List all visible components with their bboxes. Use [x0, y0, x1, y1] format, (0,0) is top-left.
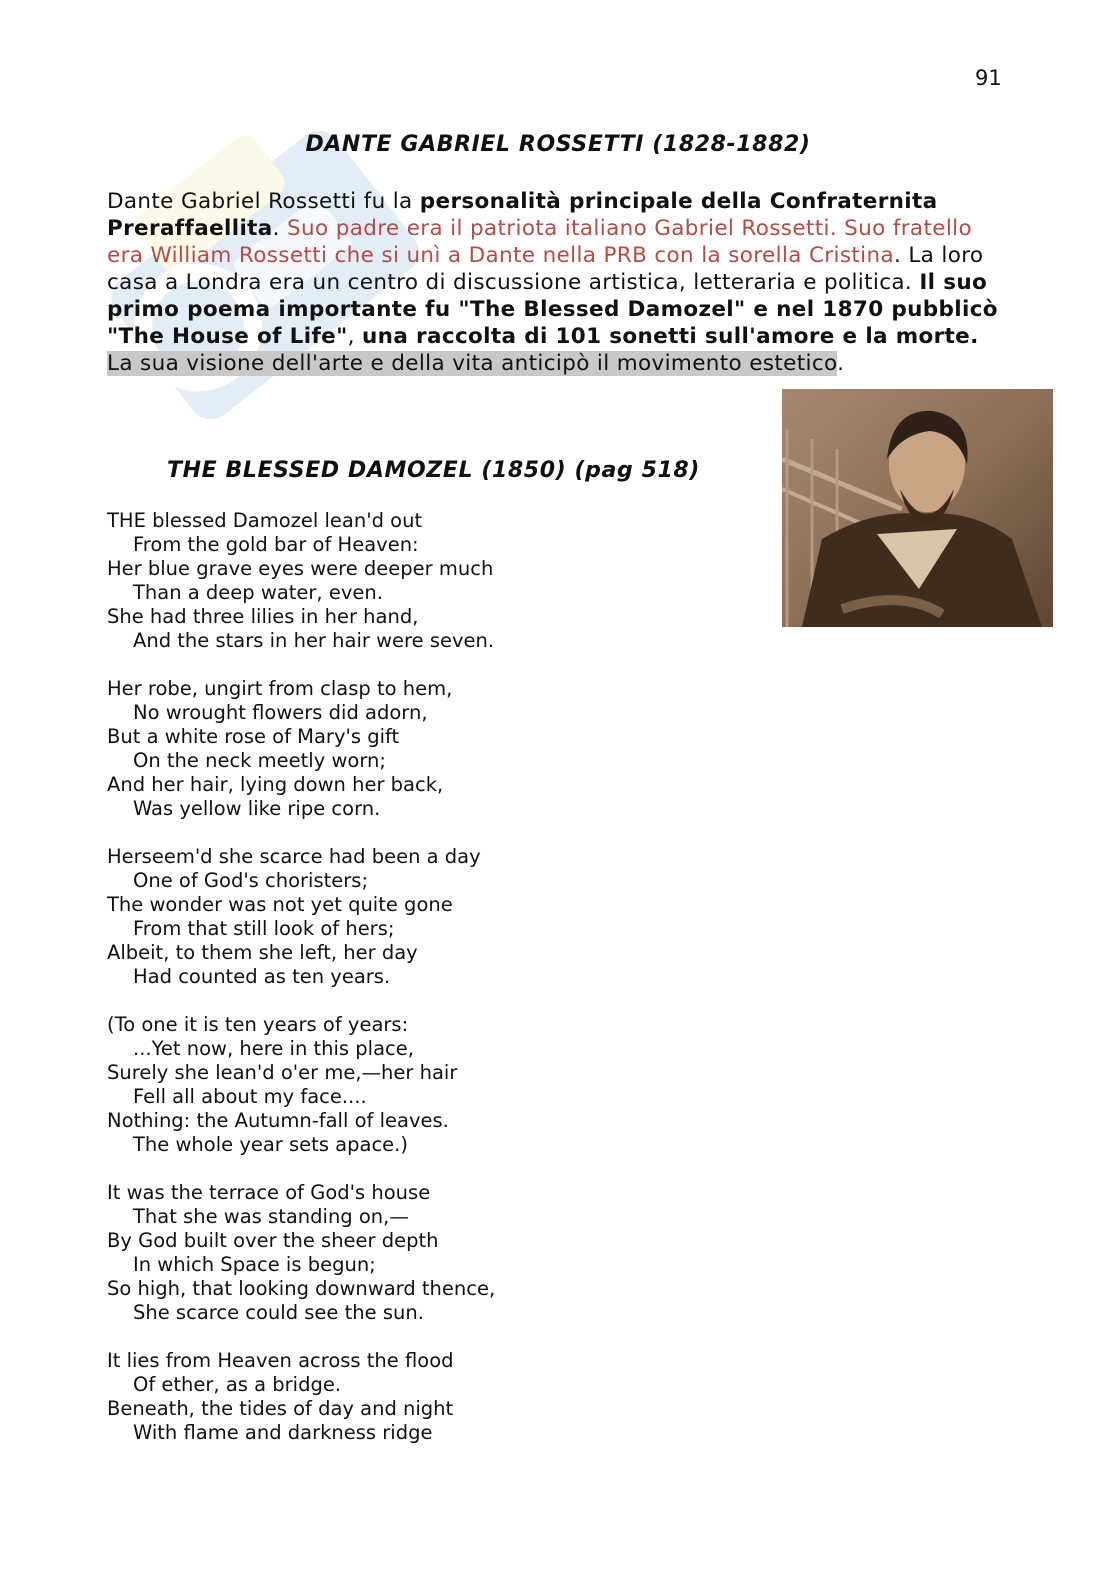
poem-stanza [107, 845, 495, 989]
poem-line: And her hair, lying down her back, [107, 773, 444, 796]
poem-line: Nothing: the Autumn-fall of leaves. [107, 1109, 449, 1132]
intro-text: . [272, 216, 280, 241]
poem-line: She had three lilies in her hand, [107, 605, 419, 628]
poem-line: Her robe, ungirt from clasp to hem, [107, 677, 453, 700]
poem-stanza [107, 677, 495, 821]
poem-line: From the gold bar of Heaven: [133, 533, 419, 556]
intro-bold-text: una raccolta di 101 sonetti sull'amore e la morte. [362, 324, 979, 349]
poem-line: (To one it is ten years of years: [107, 1013, 409, 1036]
poem-line: But a white rose of Mary's gift [107, 725, 400, 748]
poem-line: Her blue grave eyes were deeper much [107, 557, 494, 580]
intro-highlighted-text: La sua visione dell'arte e della vita anticipò il movimento estetico [107, 351, 838, 376]
poem-line: THE blessed Damozel lean'd out [107, 509, 423, 532]
poem-stanza [107, 1349, 495, 1445]
intro-bold-text: personalità principale della Confraternita Preraffaellita [107, 189, 938, 241]
intro-text: Dante Gabriel Rossetti fu la [107, 189, 420, 214]
poem-line: One of God's choristers; [133, 869, 369, 892]
intro-bold-text: Il suo primo poema importante fu "The Blessed Damozel" e nel 1870 pubblicò "The House of Life" [107, 270, 998, 349]
poem-line: She scarce could see the sun. [133, 1301, 424, 1324]
poem-stanza [107, 1013, 495, 1157]
poem-line: Had counted as ten years. [133, 965, 391, 988]
intro-text: . [837, 351, 845, 376]
poem-title: THE BLESSED DAMOZEL (1850) (pag 518) [167, 458, 700, 483]
poem-line: Than a deep water, even. [133, 581, 383, 604]
poem-line: It was the terrace of God's house [107, 1181, 431, 1204]
page-title: DANTE GABRIEL ROSSETTI (1828-1882) [305, 132, 811, 157]
poem-stanza [107, 1181, 495, 1325]
poem-line: On the neck meetly worn; [133, 749, 386, 772]
intro-paragraph [107, 188, 1007, 377]
poem-line: The whole year sets apace.) [133, 1133, 408, 1156]
poem-line: From that still look of hers; [133, 917, 395, 940]
page-number: 91 [975, 66, 1002, 90]
poem-line: The wonder was not yet quite gone [107, 893, 453, 916]
poem-line: And the stars in her hair were seven. [133, 629, 495, 652]
intro-text: . La loro casa a Londra era un centro di discussione artistica, letteraria e politica. [107, 243, 984, 295]
poem-line: Was yellow like ripe corn. [133, 797, 381, 820]
poem-line: Fell all about my face.... [133, 1085, 367, 1108]
intro-text: , [347, 324, 363, 349]
poem-line: Surely she lean'd o'er me,—her hair [107, 1061, 458, 1084]
poem-line: By God built over the sheer depth [107, 1229, 439, 1252]
intro-red-text: Suo padre era il patriota italiano Gabriel Rossetti. Suo fratello era William Rossetti che si unì a Dante nella PRB con la sorella Cristina [107, 216, 972, 268]
poem-line: Herseem'd she scarce had been a day [107, 845, 481, 868]
poem-line: With flame and darkness ridge [133, 1421, 433, 1444]
portrait-photo [782, 389, 1053, 627]
poem-line: ...Yet now, here in this place, [133, 1037, 414, 1060]
poem [107, 509, 495, 1469]
poem-line: Albeit, to them she left, her day [107, 941, 418, 964]
poem-line: Of ether, as a bridge. [133, 1373, 342, 1396]
poem-stanza [107, 509, 495, 653]
poem-line: It lies from Heaven across the flood [107, 1349, 454, 1372]
poem-line: In which Space is begun; [133, 1253, 376, 1276]
poem-line: No wrought flowers did adorn, [133, 701, 428, 724]
poem-line: So high, that looking downward thence, [107, 1277, 496, 1300]
poem-line: That she was standing on,— [133, 1205, 409, 1228]
poem-line: Beneath, the tides of day and night [107, 1397, 454, 1420]
